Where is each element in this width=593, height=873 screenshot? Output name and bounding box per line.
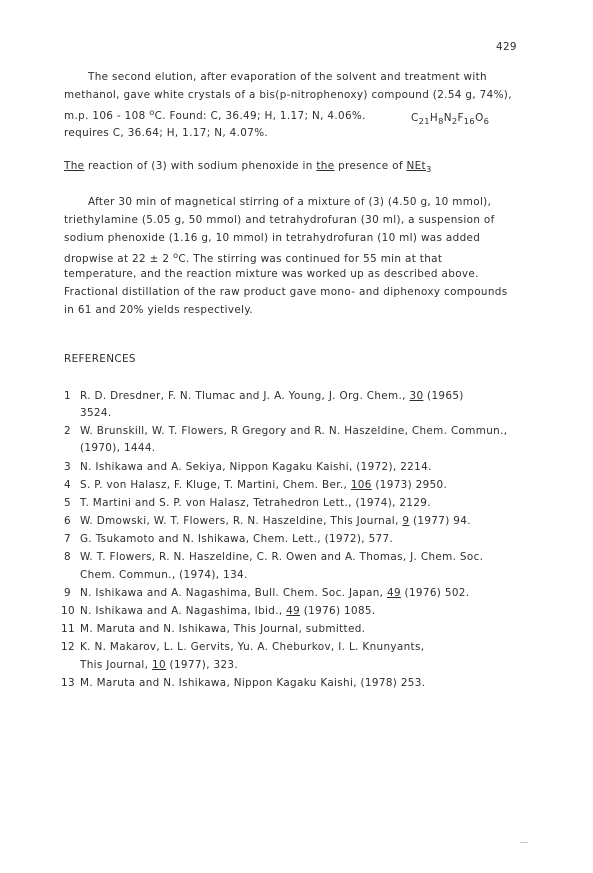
text-line: requires C, 36.64; H, 1.17; N, 4.07%. — [64, 127, 269, 139]
heading-segment: the — [316, 160, 335, 172]
section-heading — [64, 160, 432, 174]
formula-subscript: 21 — [418, 116, 430, 126]
reference-number: 1 — [64, 390, 71, 402]
reference-text: W. T. Flowers, R. N. Haszeldine, C. R. Owen and A. Thomas, J. Chem. Soc. — [80, 551, 484, 563]
formula-subscript: 6 — [483, 116, 490, 126]
reference-text: Chem. Commun., (1974), 134. — [80, 569, 248, 581]
formula-subscript: 2 — [451, 116, 458, 126]
reference-number: 6 — [64, 515, 71, 527]
text-line: methanol, gave white crystals of a bis(p-nitrophenoxy) compound (2.54 g, 74%), — [64, 89, 512, 101]
reference-text: M. Maruta and N. Ishikawa, Nippon Kagaku Kaishi, (1978) 253. — [80, 677, 426, 689]
reference-number: 10 — [61, 605, 75, 617]
references-heading: REFERENCES — [64, 353, 136, 365]
reference-number: 12 — [61, 641, 75, 653]
reference-text: S. P. von Halasz, F. Kluge, T. Martini, Chem. Ber., 106 (1973) 2950. — [80, 479, 448, 491]
reference-text: W. Brunskill, W. T. Flowers, R Gregory and R. N. Haszeldine, Chem. Commun., — [80, 425, 508, 437]
molecular-formula — [411, 112, 489, 126]
formula-element: O — [475, 112, 484, 124]
reference-text: N. Ishikawa and A. Sekiya, Nippon Kagaku Kaishi, (1972), 2214. — [80, 461, 432, 473]
reference-number: 3 — [64, 461, 71, 473]
reference-text: M. Maruta and N. Ishikawa, This Journal, submitted. — [80, 623, 366, 635]
heading-segment: NEt — [406, 160, 426, 172]
reference-text: G. Tsukamoto and N. Ishikawa, Chem. Lett., (1972), 577. — [80, 533, 394, 545]
formula-element: H — [429, 112, 439, 124]
formula-element: F — [457, 112, 464, 124]
text-line: sodium phenoxide (1.16 g, 10 mmol) in tetrahydrofuran (10 ml) was added — [64, 232, 481, 244]
reference-text: W. Dmowski, W. T. Flowers, R. N. Haszeldine, This Journal, 9 (1977) 94. — [80, 515, 471, 527]
text-line — [64, 250, 442, 265]
formula-element: N — [443, 112, 452, 124]
formula-subscript: 16 — [463, 116, 476, 126]
reference-text: N. Ishikawa and A. Nagashima, Bull. Chem. Soc. Japan, 49 (1976) 502. — [80, 587, 470, 599]
text-line: triethylamine (5.05 g, 50 mmol) and tetrahydrofuran (30 ml), a suspension of — [64, 214, 495, 226]
text-segment: dropwise at 22 ± 2 — [64, 253, 173, 265]
reference-number: 5 — [64, 497, 71, 509]
degree-sign: o — [149, 107, 155, 117]
reference-text: T. Martini and S. P. von Halasz, Tetrahedron Lett., (1974), 2129. — [80, 497, 431, 509]
reference-text: This Journal, 10 (1977), 323. — [80, 659, 239, 671]
heading-segment: The — [64, 160, 85, 172]
reference-number: 11 — [61, 623, 75, 635]
page-number: 429 — [496, 41, 517, 53]
reference-text: K. N. Makarov, L. L. Gervits, Yu. A. Cheburkov, I. L. Knunyants, — [80, 641, 425, 653]
reference-text: N. Ishikawa and A. Nagashima, Ibid., 49 (1976) 1085. — [80, 605, 376, 617]
scan-mark — [520, 842, 528, 843]
text-segment: C. Found: C, 36.49; H, 1.17; N, 4.06%. — [154, 110, 366, 122]
heading-segment: reaction of (3) with sodium phenoxide in — [84, 160, 317, 172]
text-segment: m.p. 106 - 108 — [64, 110, 150, 122]
text-line: Fractional distillation of the raw product gave mono- and diphenoxy compounds — [64, 286, 508, 298]
heading-subscript: 3 — [425, 164, 432, 174]
reference-text: R. D. Dresdner, F. N. Tlumac and J. A. Young, J. Org. Chem., 30 (1965) — [80, 390, 464, 402]
reference-number: 8 — [64, 551, 71, 563]
text-line: The second elution, after evaporation of the solvent and treatment with — [88, 71, 487, 83]
reference-number: 13 — [61, 677, 75, 689]
formula-element: C — [411, 112, 419, 124]
reference-number: 4 — [64, 479, 71, 491]
reference-number: 9 — [64, 587, 71, 599]
text-line: After 30 min of magnetical stirring of a mixture of (3) (4.50 g, 10 mmol), — [88, 196, 492, 208]
text-line: temperature, and the reaction mixture was worked up as described above. — [64, 268, 479, 280]
reference-text: (1970), 1444. — [80, 442, 156, 454]
reference-text: 3524. — [80, 407, 112, 419]
reference-number: 7 — [64, 533, 71, 545]
text-line: in 61 and 20% yields respectively. — [64, 304, 253, 316]
reference-number: 2 — [64, 425, 71, 437]
heading-segment: presence of — [334, 160, 407, 172]
text-line — [64, 107, 366, 122]
degree-sign: o — [172, 250, 179, 260]
formula-subscript: 8 — [438, 116, 444, 126]
text-segment: C. The stirring was continued for 55 min at that — [178, 253, 443, 265]
